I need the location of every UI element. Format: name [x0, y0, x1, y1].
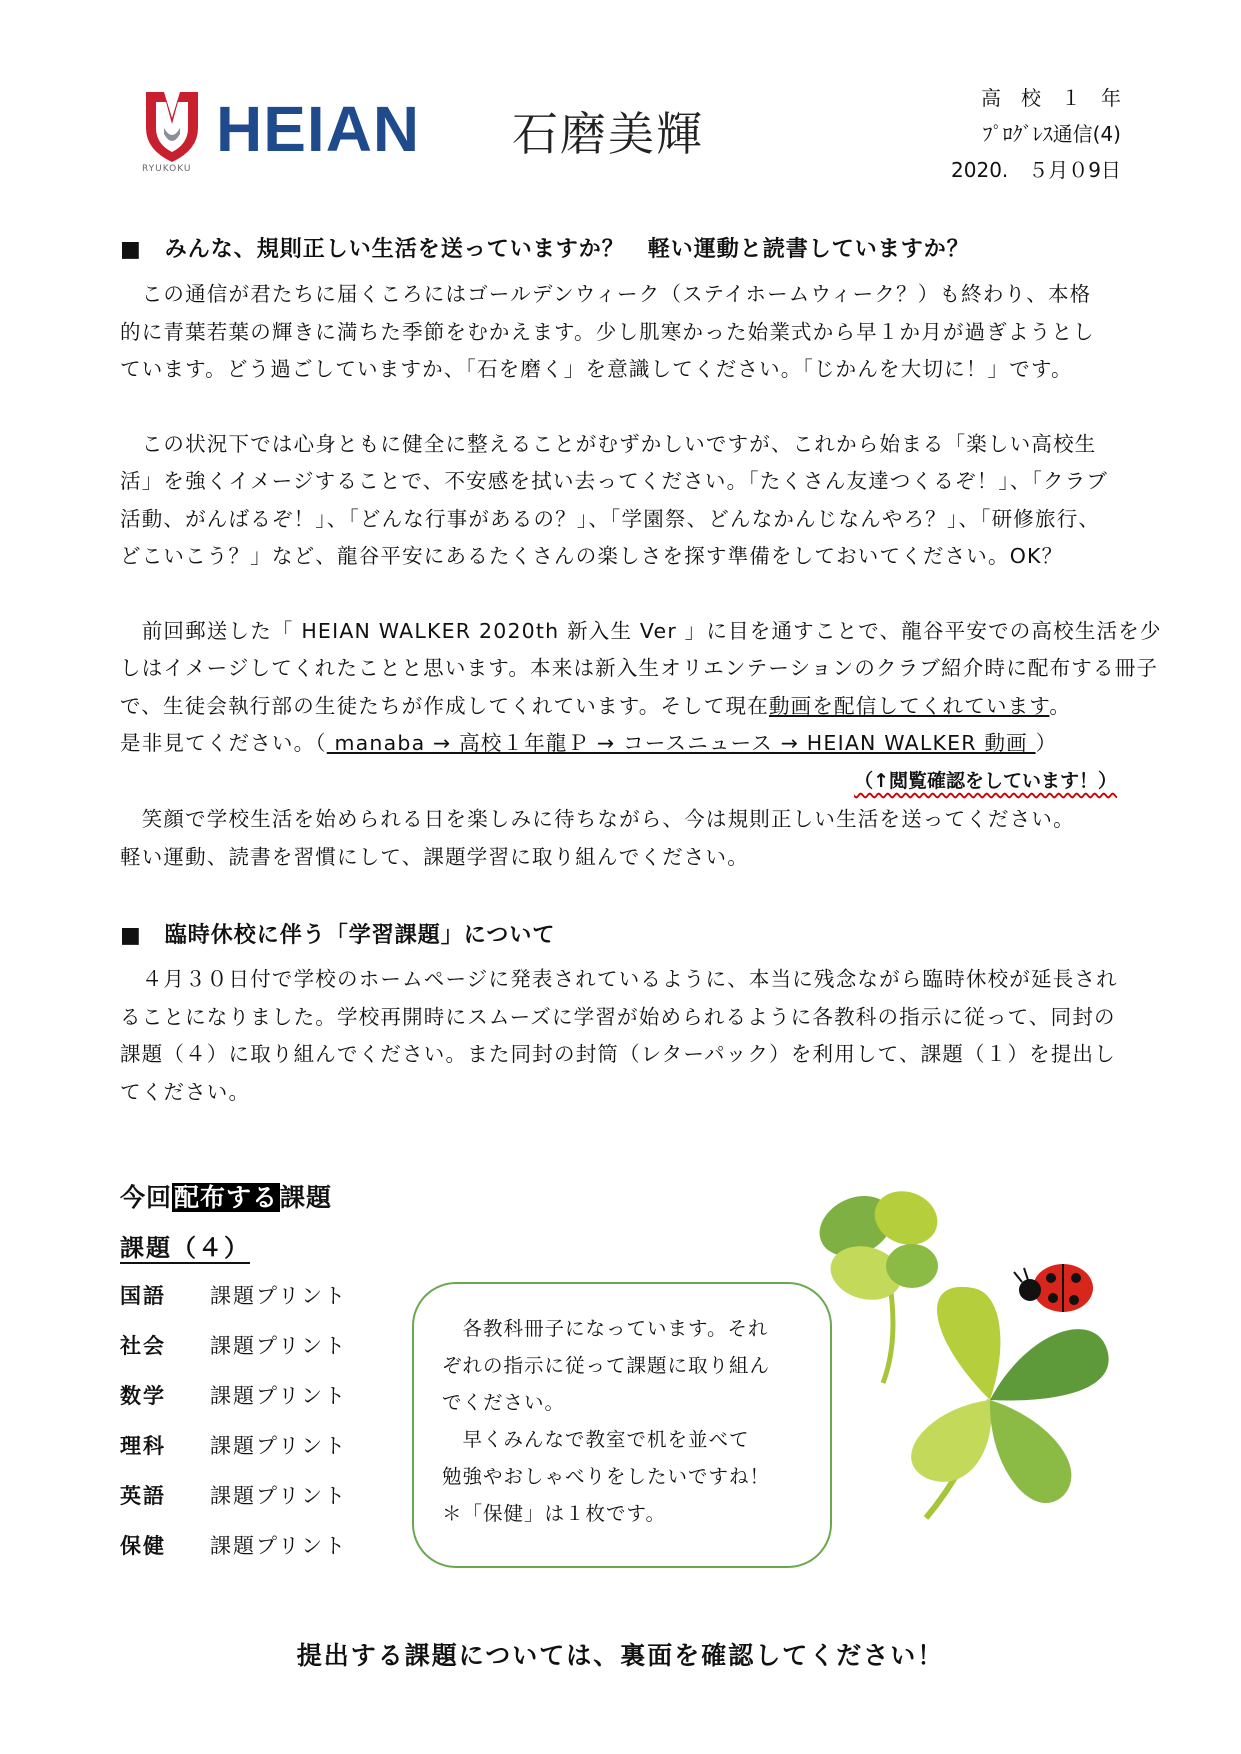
- text-line: この通信が君たちに届くころにはゴールデンウィーク（ステイホームウィーク？）も終わり、本格: [120, 282, 1092, 306]
- text-span: で、生徒会執行部の生徒たちが作成してくれています。そして現在: [120, 693, 769, 718]
- date-label: 2020. ５月０9日: [951, 158, 1121, 182]
- logo-text: HEIAN: [216, 93, 421, 165]
- task-label: 課題プリント: [210, 1534, 348, 1558]
- assignments-subheading: [120, 1228, 250, 1263]
- manaba-path-link[interactable]: manaba → 高校１年龍Ｐ → コースニュース → HEIAN WALKER 動画: [326, 731, 1036, 755]
- subject-label: 英語: [120, 1484, 166, 1508]
- issue-label: ﾌﾟﾛｸﾞﾚｽ通信(4): [982, 122, 1121, 146]
- text-line: 活」を強くイメージすることで、不安感を拭い去ってください。「たくさん友達つくるぞ！」、「クラブ: [120, 469, 1109, 493]
- task-label: 課題プリント: [210, 1284, 348, 1308]
- note-line: 各教科冊子になっています。それ: [442, 1317, 769, 1340]
- text-line: 軽い運動、読書を習慣にして、課題学習に取り組んでください。: [120, 844, 749, 869]
- logo-subtext: RYUKOKU: [142, 164, 192, 174]
- text-line: どこいこう？」など、龍谷平安にあるたくさんの楽しさを探す準備をしておいてください。OK？: [120, 544, 1064, 568]
- text-line: [120, 688, 1162, 726]
- text-line: 課題（４）に取り組んでください。また同封の封筒（レターパック）を利用して、課題（１）を提出し: [120, 1042, 1116, 1066]
- assignment-list: [120, 1280, 347, 1580]
- subject-label: 理科: [120, 1434, 166, 1458]
- note-line: 勉強やおしゃべりをしたいですね！: [442, 1465, 771, 1488]
- section2-title: ■ 臨時休校に伴う「学習課題」について: [120, 923, 556, 948]
- heading-part: 今回: [120, 1183, 173, 1212]
- list-item: [120, 1380, 347, 1430]
- task-label: 課題プリント: [210, 1384, 348, 1408]
- subject-label: 国語: [120, 1284, 166, 1308]
- text-line: ています。どう過ごしていますか、「石を磨く」を意識してください。「じかんを大切に！」です。: [120, 357, 1073, 381]
- school-motto: 石磨美輝: [512, 107, 704, 161]
- large-clover-icon: [911, 1287, 1108, 1518]
- list-item: [120, 1280, 347, 1330]
- subject-label: 数学: [120, 1384, 166, 1408]
- grade-label: 高 校 １ 年: [981, 86, 1121, 110]
- task-label: 課題プリント: [210, 1484, 348, 1508]
- note-line: 早くみんなで教室で机を並べて: [442, 1428, 750, 1451]
- footer-notice: 提出する課題については、裏面を確認してください！: [296, 1641, 945, 1670]
- text-line: 前回郵送した「 HEIAN WALKER 2020th 新入生 Ver 」に目を通すことで、龍谷平安での高校生活を少: [120, 618, 1162, 643]
- small-clover-icon: [810, 1183, 945, 1383]
- text-line: てください。: [120, 1079, 251, 1104]
- list-item: [120, 1330, 347, 1380]
- text-line: 的に青葉若葉の輝きに満ちた季節をむかえます。少し肌寒かった始業式から早１か月が過ぎようとし: [120, 319, 1095, 344]
- paragraph-3: [120, 613, 1162, 763]
- text-line: ることになりました。学校再開時にスムーズに学習が始められるように各教科の指示に従って、同封の: [120, 1004, 1116, 1029]
- text-line: ４月３０日付で学校のホームページに発表されているように、本当に残念ながら臨時休校が延長され: [120, 967, 1118, 991]
- heading-highlight: 配布する: [174, 1183, 279, 1212]
- ladybug-icon: [1014, 1264, 1093, 1312]
- shield-logo-icon: [142, 88, 202, 166]
- text-line: しはイメージしてくれたことと思います。本来は新入生オリエンテーションのクラブ紹介時に配布する冊子: [120, 656, 1159, 680]
- header-info: [951, 80, 1121, 188]
- school-logo: [142, 88, 421, 178]
- text-line: 笑顔で学校生活を始められる日を楽しみに待ちながら、今は規則正しい生活を送ってください。: [120, 807, 1075, 831]
- note-text: （↑閲覧確認をしています！）: [854, 770, 1117, 792]
- paragraph-4: [120, 801, 1075, 876]
- heading-part: 課題: [280, 1183, 333, 1212]
- section1-body: [120, 276, 1162, 763]
- note-line: ぞれの指示に従って課題に取り組ん: [442, 1354, 771, 1377]
- text-span: ）: [1035, 731, 1058, 755]
- task-label: 課題プリント: [210, 1334, 348, 1358]
- section1-title: ■ みんな、規則正しい生活を送っていますか？ 軽い運動と読書していますか？: [120, 237, 970, 262]
- paragraph-1: [120, 276, 1162, 389]
- text-span: 。: [1049, 693, 1072, 718]
- text-line: この状況下では心身ともに健全に整えることがむずかしいですが、これから始まる「楽しい高校生: [120, 431, 1097, 456]
- assignments-heading: [120, 1178, 332, 1214]
- text-line: [120, 725, 1162, 763]
- task-label: 課題プリント: [210, 1434, 348, 1458]
- subject-label: 保健: [120, 1534, 166, 1558]
- subject-label: 社会: [120, 1334, 166, 1358]
- list-item: [120, 1480, 347, 1530]
- text-line: 活動、がんばるぞ！」、「どんな行事があるの？」、「学園祭、どんなかんじなんやろ？」、「研修旅行、: [120, 506, 1101, 531]
- note-line: ＊「保健」は１枚です。: [442, 1502, 666, 1525]
- text-span: 是非見てください。（: [120, 731, 327, 755]
- note-box: [412, 1282, 832, 1568]
- video-link[interactable]: 動画を配信してくれています: [768, 693, 1050, 718]
- view-check-note: [854, 766, 1117, 793]
- subheading-text: 課題（４）: [120, 1234, 250, 1262]
- list-item: [120, 1430, 347, 1480]
- clover-illustration: [808, 1178, 1148, 1538]
- section2-body: [120, 961, 1118, 1111]
- note-line: でください。: [442, 1391, 566, 1414]
- paragraph-2: [120, 426, 1162, 576]
- list-item: [120, 1530, 347, 1580]
